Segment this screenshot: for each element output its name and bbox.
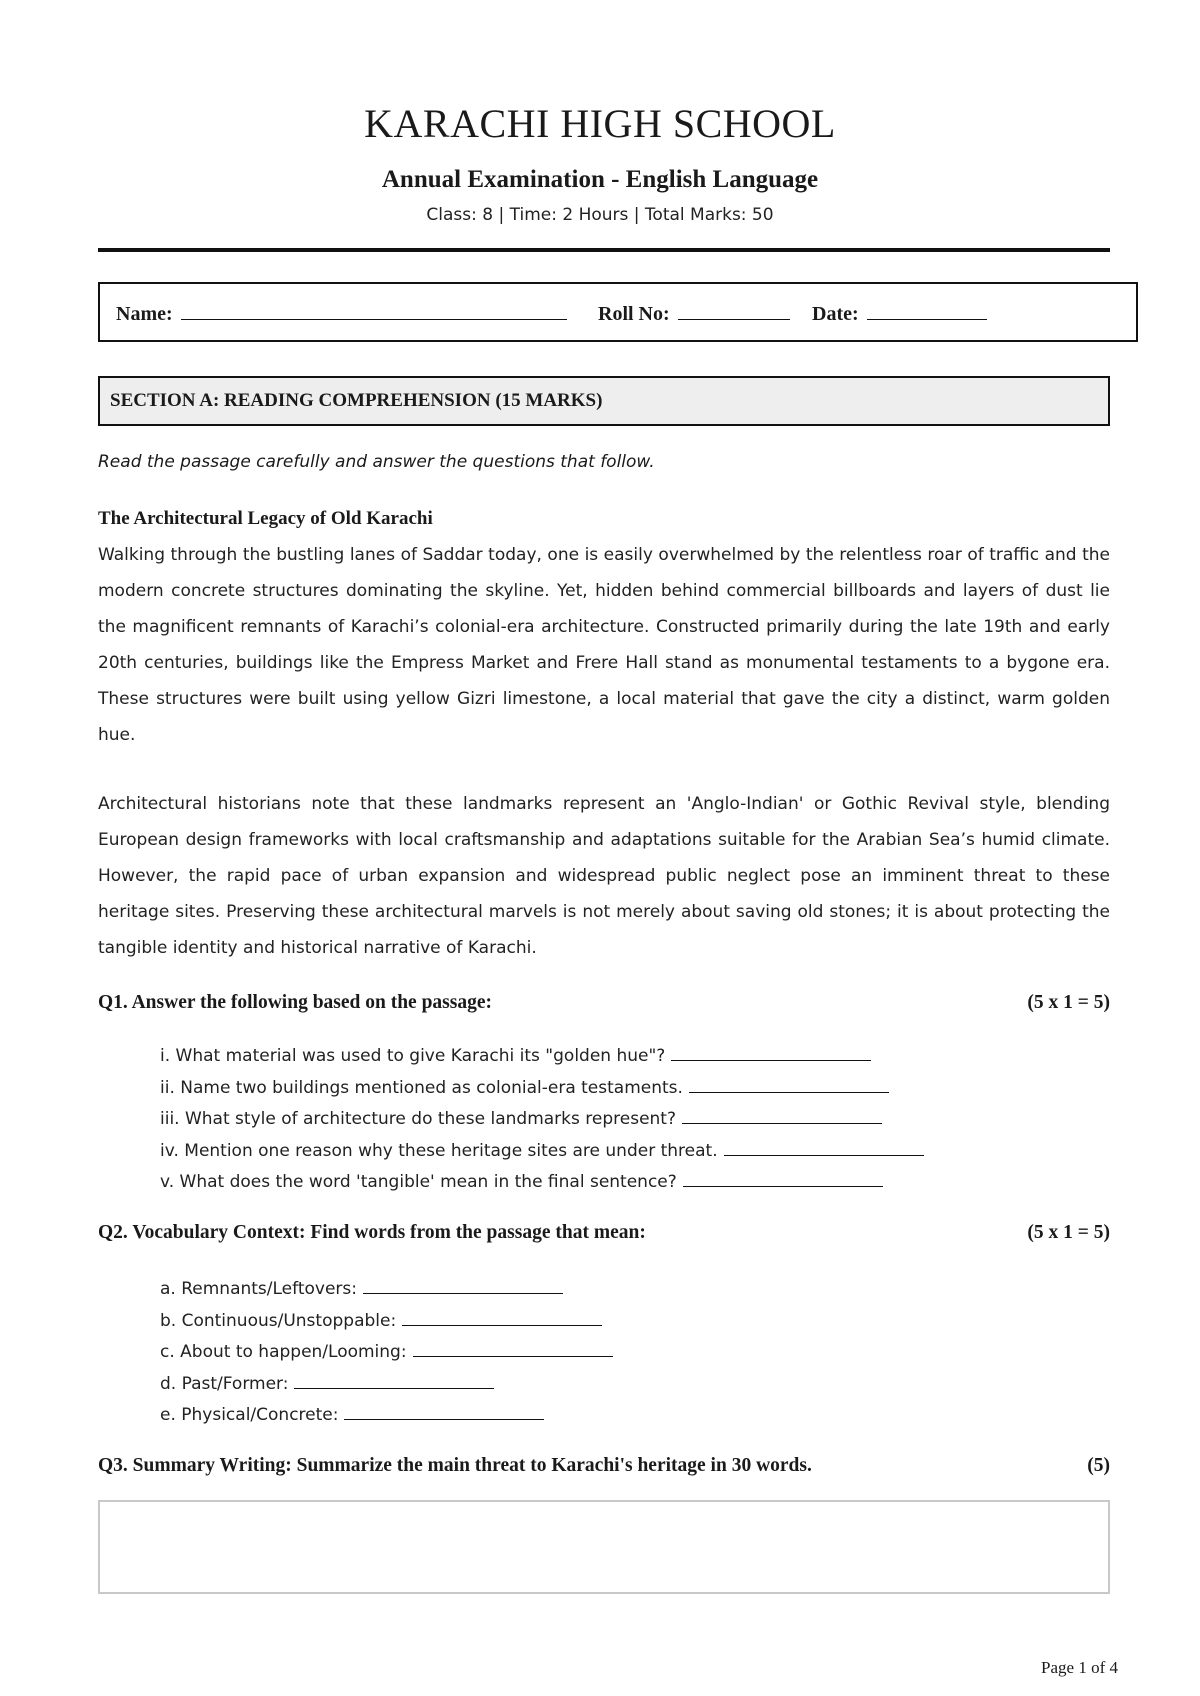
date-field[interactable]: [812, 301, 987, 326]
answer-line[interactable]: [294, 1374, 494, 1389]
name-label: Name:: [116, 303, 173, 325]
date-blank[interactable]: [867, 301, 987, 320]
list-item: iv. Mention one reason why these heritage sites are under threat.: [160, 1136, 924, 1168]
school-title: KARACHI HIGH SCHOOL: [364, 101, 836, 146]
list-item: d. Past/Former:: [160, 1369, 613, 1401]
answer-line[interactable]: [724, 1141, 924, 1156]
list-item: ii. Name two buildings mentioned as colonial-era testaments.: [160, 1073, 924, 1105]
list-item: c. About to happen/Looming:: [160, 1337, 613, 1369]
list-item: iii. What style of architecture do these landmarks represent?: [160, 1104, 924, 1136]
section-a-heading: SECTION A: READING COMPREHENSION (15 MARKS): [98, 376, 1110, 426]
q3-marks: (5): [1087, 1455, 1110, 1476]
exam-title: Annual Examination - English Language: [381, 166, 819, 193]
q2-heading: [98, 1222, 1110, 1244]
answer-line[interactable]: [413, 1342, 613, 1357]
list-item: v. What does the word 'tangible' mean in the final sentence?: [160, 1167, 924, 1199]
answer-line[interactable]: [671, 1046, 871, 1061]
q3-text: Q3. Summary Writing: Summarize the main threat to Karachi's heritage in 30 words.: [98, 1455, 812, 1476]
list-item: e. Physical/Concrete:: [160, 1400, 613, 1432]
page-number: Page 1 of 4: [1041, 1658, 1118, 1677]
list-item: b. Continuous/Unstoppable:: [160, 1306, 613, 1338]
answer-line[interactable]: [689, 1078, 889, 1093]
roll-field[interactable]: [598, 301, 790, 326]
q1-heading: [98, 992, 1110, 1014]
name-blank[interactable]: [181, 301, 567, 320]
answer-line[interactable]: [402, 1311, 602, 1326]
q2-text: Q2. Vocabulary Context: Find words from the passage that mean:: [98, 1222, 646, 1243]
q2-list: [160, 1274, 613, 1432]
answer-line[interactable]: [363, 1279, 563, 1294]
answer-line[interactable]: [344, 1405, 544, 1420]
summary-answer-box[interactable]: [98, 1500, 1110, 1594]
q2-marks: (5 x 1 = 5): [1027, 1222, 1110, 1243]
date-label: Date:: [812, 303, 859, 325]
exam-meta: Class: 8 | Time: 2 Hours | Total Marks: 50: [426, 205, 774, 225]
q1-marks: (5 x 1 = 5): [1027, 992, 1110, 1013]
list-item: i. What material was used to give Karachi its "golden hue"?: [160, 1041, 924, 1073]
q3-heading: [98, 1455, 1110, 1477]
student-info-box: [98, 282, 1138, 342]
q1-text: Q1. Answer the following based on the passage:: [98, 992, 493, 1013]
name-field[interactable]: [116, 301, 567, 326]
header-divider: [98, 248, 1110, 252]
passage-title: The Architectural Legacy of Old Karachi: [98, 508, 433, 529]
q1-list: [160, 1041, 924, 1199]
list-item: a. Remnants/Leftovers:: [160, 1274, 613, 1306]
answer-line[interactable]: [683, 1172, 883, 1187]
roll-label: Roll No:: [598, 303, 670, 325]
answer-line[interactable]: [682, 1109, 882, 1124]
passage-paragraph-1: Walking through the bustling lanes of Saddar today, one is easily overwhelmed by the relentless roar of traffic and the modern concrete structures dominating the skyline. Yet, hidden behind commercial billboards and layers of dust lie the magnificent remnants of Karachi’s colonial-era architecture. Constructed primarily during the late 19th and early 20th centuries, buildings like the Empress Market and Frere Hall stand as monumental testaments to a bygone era. These structures were built using yellow Gizri limestone, a local material that gave the city a distinct, warm golden hue.: [98, 545, 1110, 745]
passage-paragraph-2: Architectural historians note that these landmarks represent an 'Anglo-Indian' or Gothic Revival style, blending European design frameworks with local craftsmanship and adaptations suitable for the Arabian Sea’s humid climate. However, the rapid pace of urban expansion and widespread public neglect pose an imminent threat to these heritage sites. Preserving these architectural marvels is not merely about saving old stones; it is about protecting the tangible identity and historical narrative of Karachi.: [98, 794, 1110, 958]
instructions: Read the passage carefully and answer the questions that follow.: [98, 452, 655, 472]
roll-blank[interactable]: [678, 301, 790, 320]
